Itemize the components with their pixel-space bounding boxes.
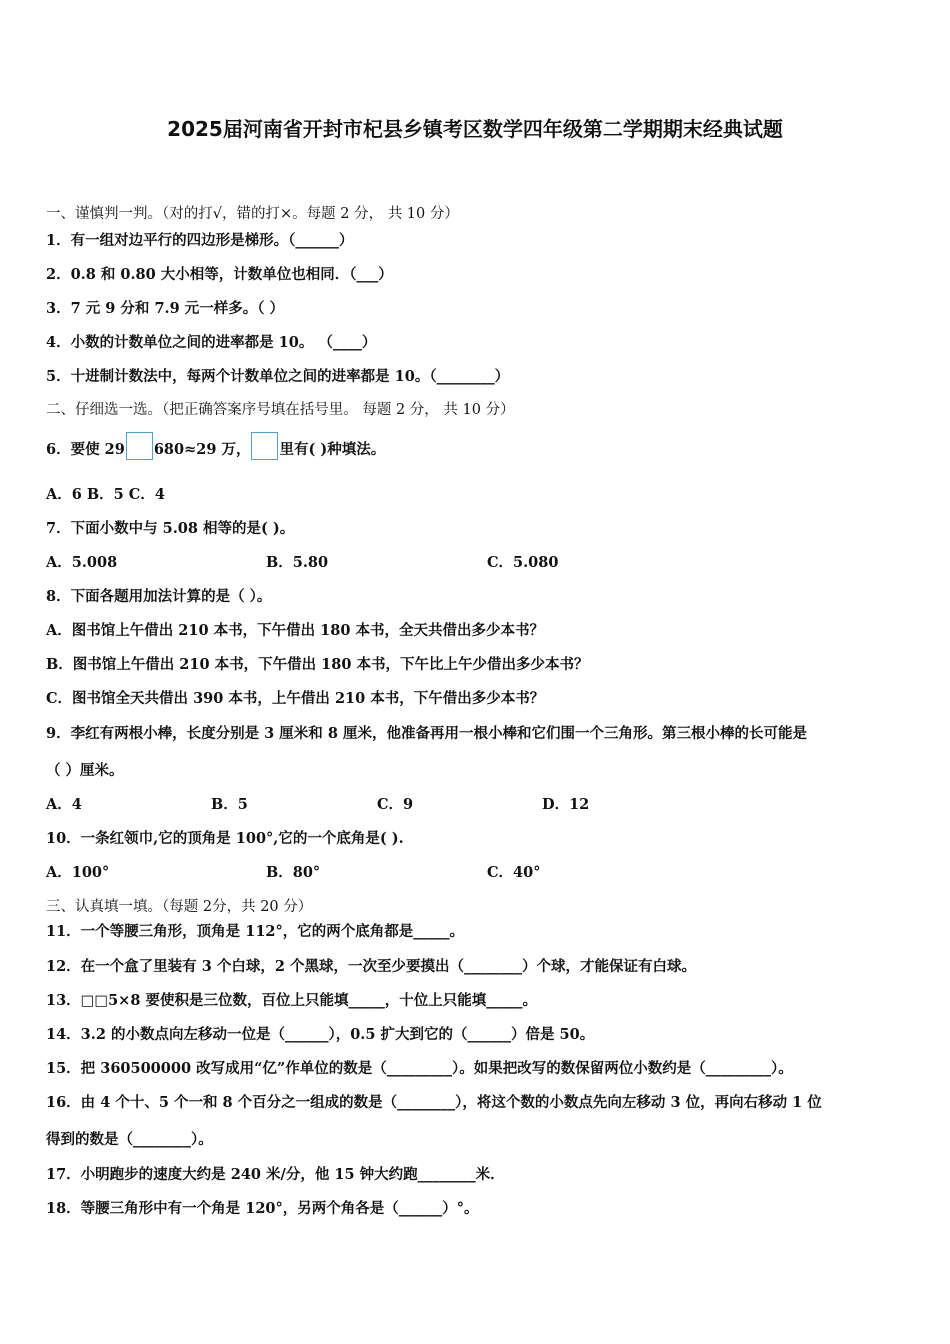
section-2-heading: 二、仔细选一选。（把正确答案序号填在括号里。 每题 2 分， 共 10 分） [46, 402, 515, 418]
blank-box-2 [251, 432, 278, 460]
question-6-options: A．6 B．5 C．4 [46, 486, 165, 503]
question-7-option-b: B．5.80 [266, 554, 329, 571]
question-9-option-c: C．9 [377, 796, 414, 813]
question-17: 17．小明跑步的速度大约是 240 米/分，他 15 钟大约跑________米． [46, 1166, 505, 1183]
question-6-part-1: 6．要使 29 [46, 441, 125, 458]
question-5: 5．十进制计数法中，每两个计数单位之间的进率都是 10。（________） [46, 368, 510, 385]
question-14: 14．3.2 的小数点向左移动一位是（______），0.5 扩大到它的（______）倍是 50。 [46, 1026, 595, 1043]
question-8-option-c: C．图书馆全天共借出 390 本书，上午借出 210 本书，下午借出多少本书？ [46, 690, 545, 707]
page-title: 2025届河南省开封市杞县乡镇考区数学四年级第二学期期末经典试题 [167, 117, 783, 141]
blank-box-1 [126, 432, 153, 460]
question-15: 15．把 360500000 改写成用“亿”作单位的数是（_________）。如果把改写的数保留两位小数约是（_________）。 [46, 1060, 793, 1077]
question-3: 3．7 元 9 分和 7.9 元一样多。（ ） [46, 300, 285, 317]
section-3-heading: 三、认真填一填。（每题 2分，共 20 分） [46, 899, 313, 915]
question-6 [46, 432, 385, 460]
question-8-option-a: A．图书馆上午借出 210 本书，下午借出 180 本书，全天共借出多少本书？ [46, 622, 544, 639]
question-11: 11．一个等腰三角形，顶角是 112°，它的两个底角都是_____。 [46, 923, 464, 940]
question-2: 2．0.8 和 0.80 大小相等，计数单位也相同．（___） [46, 266, 393, 283]
question-12: 12．在一个盒了里装有 3 个白球，2 个黑球，一次至少要摸出（________）个球，才能保证有白球。 [46, 958, 696, 975]
question-4: 4．小数的计数单位之间的进率都是 10。 （____） [46, 334, 377, 351]
question-13: 13．□□5×8 要使积是三位数，百位上只能填_____，十位上只能填_____。 [46, 992, 537, 1009]
question-10: 10．一条红领巾,它的顶角是 100°,它的一个底角是( ). [46, 830, 404, 847]
question-9-option-b: B．5 [211, 796, 248, 813]
section-1-heading: 一、谨慎判一判。（对的打√，错的打×。每题 2 分， 共 10 分） [46, 206, 459, 222]
question-16-line-2: 得到的数是（________）。 [46, 1131, 213, 1148]
question-9-option-d: D．12 [542, 796, 590, 813]
question-8-option-b: B．图书馆上午借出 210 本书，下午借出 180 本书，下午比上午少借出多少本书？ [46, 656, 589, 673]
question-1: 1．有一组对边平行的四边形是梯形。（______） [46, 232, 354, 249]
question-10-option-a: A．100° [46, 864, 110, 881]
question-9-option-a: A．4 [46, 796, 82, 813]
question-7: 7．下面小数中与 5.08 相等的是( )。 [46, 520, 295, 537]
question-9-line-1: 9．李红有两根小棒，长度分别是 3 厘米和 8 厘米，他准备再用一根小棒和它们围一个三角形。第三根小棒的长可能是 [46, 725, 807, 742]
question-7-option-c: C．5.080 [487, 554, 559, 571]
question-10-option-c: C．40° [487, 864, 541, 881]
question-16-line-1: 16．由 4 个十、5 个一和 8 个百分之一组成的数是（________），将这个数的小数点先向左移动 3 位，再向右移动 1 位 [46, 1094, 822, 1111]
question-7-option-a: A．5.008 [46, 554, 118, 571]
question-18: 18．等腰三角形中有一个角是 120°，另两个角各是（______）°。 [46, 1200, 479, 1217]
question-6-part-2: 680≈29 万， [153, 441, 251, 458]
question-9-line-2: （ ）厘米。 [46, 762, 124, 779]
question-6-part-3: 里有( )种填法。 [279, 441, 386, 458]
question-10-option-b: B．80° [266, 864, 321, 881]
question-8: 8．下面各题用加法计算的是（ ）。 [46, 588, 272, 605]
